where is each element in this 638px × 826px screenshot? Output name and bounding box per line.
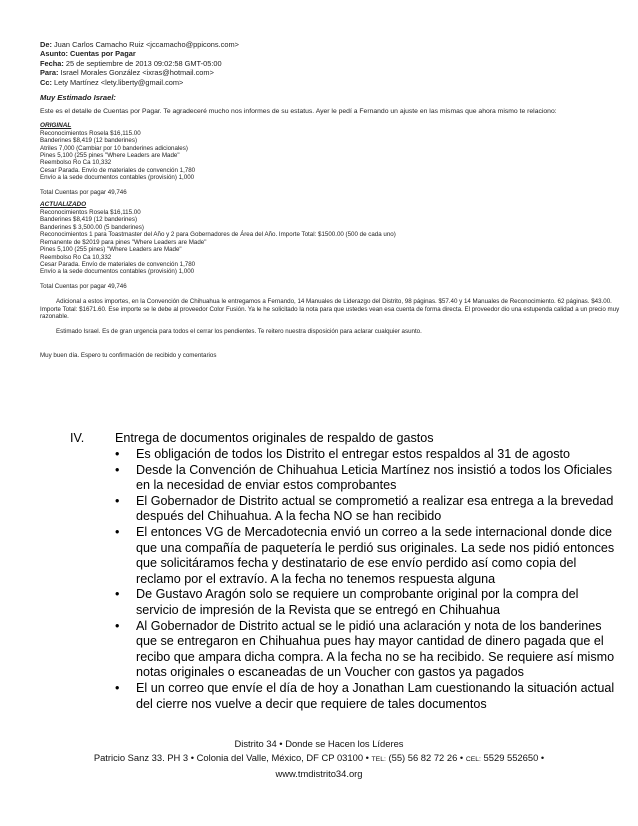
email-from: De: Juan Carlos Camacho Ruiz <jccamacho@ppicons.com> <box>40 40 239 49</box>
section-title: Entrega de documentos originales de respaldo de gastos <box>115 431 434 445</box>
original-title: ORIGINAL <box>40 121 72 129</box>
bullet-icon: • <box>115 680 120 695</box>
bullet-icon: • <box>115 462 120 477</box>
email-date: Fecha: 25 de septiembre de 2013 09:02:58 GMT-05:00 <box>40 58 222 68</box>
bullet-icon: • <box>115 618 120 633</box>
email-to: Para: Israel Morales González <ixras@hotmail.com> <box>40 68 214 78</box>
original-total: Total Cuentas por pagar 49,746 <box>40 188 127 196</box>
list-item-text: El un correo que envíe el día de hoy a Jonathan Lam cuestionando la situación actual del cierre nos vuelve a decir que requiere de tales documentos <box>136 680 615 711</box>
footer-cel-label: CEL: <box>465 756 481 763</box>
original-section <box>40 122 625 196</box>
footer-contact <box>0 751 638 767</box>
original-line: Cesar Parada. Envío de materiales de convención 1,780 <box>40 166 196 174</box>
list-item <box>115 463 615 494</box>
email-signoff: Muy buen día. Espero tu confirmación de recibido y comentarios <box>40 351 217 359</box>
original-line: Atriles 7,000 (Cambiar por 10 banderines adicionales) <box>40 144 188 152</box>
original-line: Pines 5,100 (255 pines "Where Leaders are Made" <box>40 152 180 160</box>
original-line: Banderines $8,419 (12 banderines) <box>40 137 138 145</box>
list-item <box>115 681 615 712</box>
footer-tagline: Distrito 34 • Donde se Hacen los Líderes <box>234 738 404 749</box>
email-closing: Estimado Israel. Es de gran urgencia para todos el cerrar los pendientes. Te reitero nuestra disposición para aclarar cualquier asunto. <box>56 327 422 335</box>
footer-cel: 5529 552650 • <box>483 752 545 763</box>
list-item-text: El entonces VG de Mercadotecnia envió un correo a la sede internacional donde dice que una compañía de paquetería le perdió sus originales. La sede nos pidió entonces que solicitáramos fecha y destinatario de ese envío perdido así como copia del reclamo por el extravío. A la fecha no tenemos respuesta alguna <box>136 524 615 586</box>
list-item <box>115 619 615 681</box>
list-item <box>115 447 615 463</box>
original-line: Reembolso Ro Ca 10,332 <box>40 159 112 167</box>
actualizado-line: Reconocimientos 1 para Toastmaster del Año y 2 para Gobernadores de Área del Año. Importe Total: $1500.00 (500 de cada uno) <box>40 231 396 239</box>
footer-address: Patricio Sanz 33. PH 3 • Colonia del Valle, México, DF CP 03100 • <box>93 752 369 763</box>
actualizado-line: Reembolso Ro Ca 10,332 <box>40 253 112 261</box>
actualizado-line: Banderines $ 3,500.00 (5 banderines) <box>40 223 144 231</box>
actualizado-total: Total Cuentas por pagar 49,746 <box>40 282 127 290</box>
page-footer <box>0 737 638 781</box>
list-item-text: El Gobernador de Distrito actual se comprometió a realizar esa entrega a la brevedad después del Chihuahua. A la fecha NO se han recibido <box>136 493 614 524</box>
bullet-icon: • <box>115 447 120 461</box>
email-greeting: Muy Estimado Israel: <box>40 93 116 103</box>
actualizado-line: Cesar Parada. Envío de materiales de convención 1,780 <box>40 260 196 268</box>
bullet-icon: • <box>115 587 120 602</box>
email-paragraph: Adicional a estos importes, en la Convención de Chihuahua le entregamos a Fernando, 14 Manuales de Liderazgo del Distrito, 98 páginas. $57.40 y 14 Manuales de Reconocimiento. 62 páginas. $43.00. Importe Total: $1671.60. Ese importe se le debe al proveedor Color Fusión. Ya le he solicitado la nota para que ustedes vean esa cuenta de forma directa. El proveedor dio una estupenda calidad a un precio muy razonable. <box>40 298 620 321</box>
footer-tel: (55) 56 82 72 26 • <box>388 752 464 763</box>
original-line: Envío a la sede documentos contables (provisión) 1,000 <box>40 174 195 182</box>
actualizado-line: Reconocimientos Rosela $16,115.00 <box>40 209 141 217</box>
list-item <box>115 525 615 587</box>
email-header <box>40 40 625 87</box>
email-cc: Cc: Lety Martínez <lety.liberty@gmail.com> <box>40 77 184 87</box>
bullet-icon: • <box>115 493 120 508</box>
list-item-text: De Gustavo Aragón solo se requiere un comprobante original por la compra del servicio de impresión de la Revista que se entregó en Chihuahua <box>136 587 579 617</box>
list-item-text: Desde la Convención de Chihuahua Leticia Martínez nos insistió a todos los Oficiales en la necesidad de enviar estos comprobantes <box>136 462 613 493</box>
list-item <box>115 587 615 618</box>
actualizado-line: Envío a la sede documentos contables (provisión) 1,000 <box>40 268 195 276</box>
email-intro: Este es el detalle de Cuentas por Pagar. Te agradeceré mucho nos informes de su estatus. Ayer le pedí a Fernando un ajuste en las mismas que ahora mismo te relaciono: <box>40 108 557 116</box>
actualizado-line: Remanente de $2019 para pines "Where Leaders are Made" <box>40 238 207 246</box>
bullet-list <box>115 447 615 712</box>
actualizado-title: ACTUALIZADO <box>40 201 87 209</box>
actualizado-line: Banderines $8,419 (12 banderines) <box>40 216 138 224</box>
email-subject: Asunto: Cuentas por Pagar <box>40 49 136 59</box>
footer-website: www.tmdistrito34.org <box>275 768 363 779</box>
section-number: IV. <box>70 431 85 445</box>
original-line: Reconocimientos Rosela $16,115.00 <box>40 129 141 137</box>
bullet-icon: • <box>115 524 120 539</box>
actualizado-line: Pines 5,100 (255 pines) "Where Leaders are Made" <box>40 246 182 254</box>
email-image <box>40 40 625 359</box>
footer-tel-label: TEL: <box>371 756 386 763</box>
list-item <box>115 494 615 525</box>
list-item-text: Al Gobernador de Distrito actual se le pidió una aclaración y nota de los banderines que se entregaron en Chihuahua pues hay mayor cantidad de dinero pagada que el recibo que ampara dicha compra. A la fecha no se ha recibido. Se requiere así mismo notas originales o escaneadas de un Voucher con gastos ya pagados <box>136 618 615 680</box>
actualizado-section <box>40 201 625 290</box>
list-item-text: Es obligación de todos los Distrito el entregar estos respaldos al 31 de agosto <box>136 447 571 461</box>
